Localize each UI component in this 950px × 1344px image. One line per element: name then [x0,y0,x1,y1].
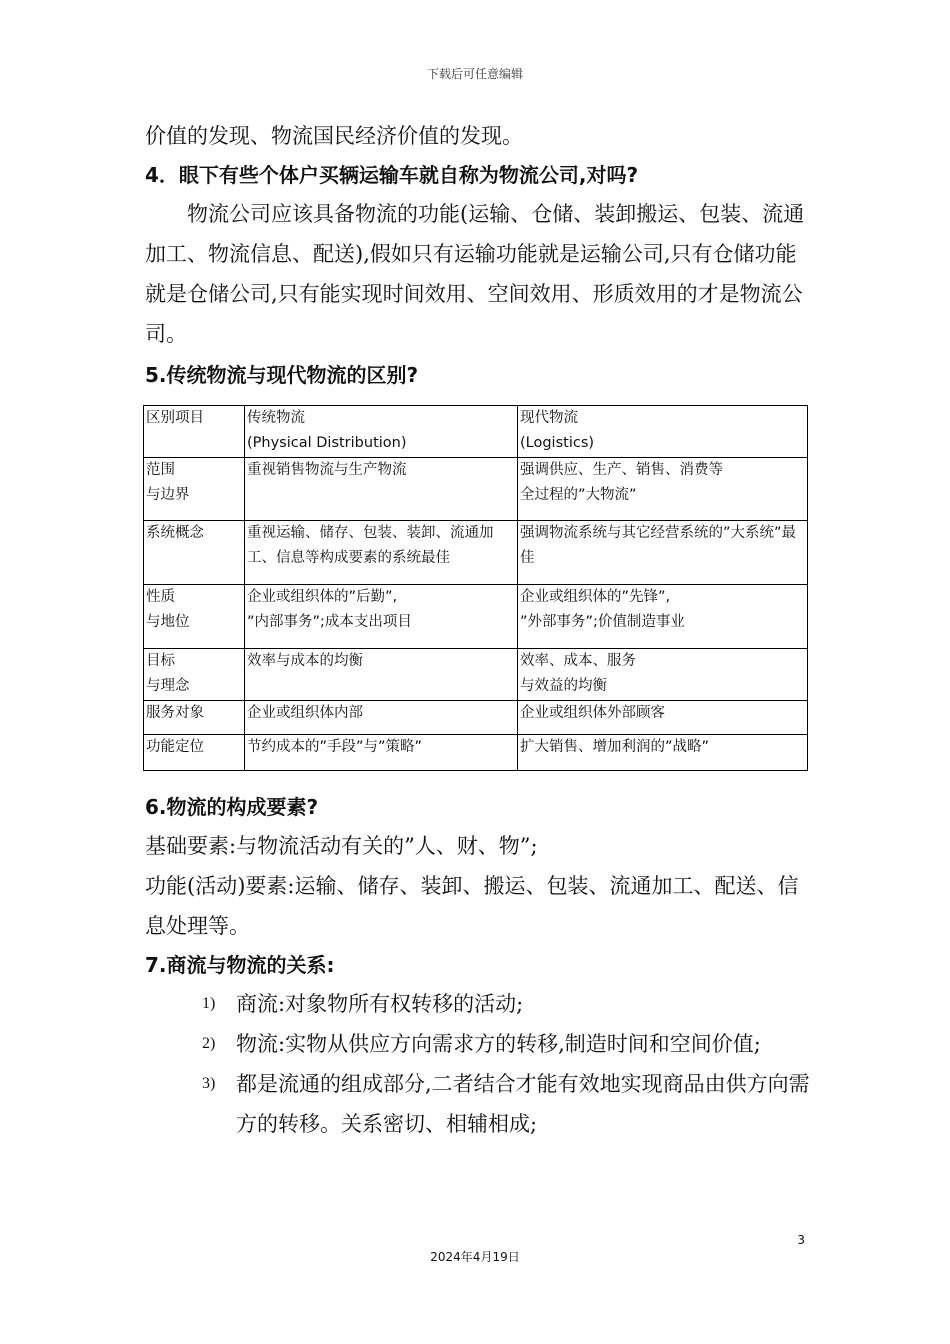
table-cell: 效率与成本的均衡 [245,649,518,701]
question-7-heading: 7.商流与物流的关系: [145,953,335,977]
list-text: 商流:对象物所有权转移的活动; [236,992,524,1016]
page-footer-date: 2024年4月19日 [430,1250,520,1264]
table-cell: 范围 与边界 [144,458,245,521]
table-cell: 企业或组织体外部顾客 [518,701,808,735]
list-number: 3) [202,1075,216,1092]
table-row [144,649,808,701]
table-header-cell: 区别项目 [144,406,245,458]
table-header-cell: 现代物流 (Logistics) [518,406,808,458]
table-cell: 功能定位 [144,735,245,771]
list-number: 1) [202,995,216,1012]
list-item [145,1024,810,1064]
table-header-cell: 传统物流 (Physical Distribution) [245,406,518,458]
table-row [144,585,808,649]
table-cell: 企业或组织体内部 [245,701,518,735]
table-row [144,521,808,585]
table-cell: 节约成本的”手段”与”策略” [245,735,518,771]
question-6-heading: 6.物流的构成要素? [145,795,319,819]
list-text: 都是流通的组成部分,二者结合才能有效地实现商品由供方向需方的转移。关系密切、相辅相成; [236,1072,810,1136]
document-body-bottom [145,788,810,1144]
question-4-answer: 物流公司应该具备物流的功能(运输、仓储、装卸搬运、包装、流通加工、物流信息、配送),假如只有运输功能就是运输公司,只有仓储功能就是仓储公司,只有能实现时间效用、空间效用、形质效用的才是物流公司。 [145,202,805,346]
table-cell: 企业或组织体的”后勤”, ”内部事务”;成本支出项目 [245,585,518,649]
question-5-heading: 5.传统物流与现代物流的区别? [145,363,419,387]
page-header: 下载后可任意编辑 [426,67,523,81]
page-number: 3 [797,1233,805,1247]
question-6-answer-1: 基础要素:与物流活动有关的”人、财、物”; [145,834,538,858]
question-4-heading: 4．眼下有些个体户买辆运输车就自称为物流公司,对吗? [145,163,639,187]
comparison-table [143,405,808,771]
list-item [145,1064,810,1144]
table-cell: 企业或组织体的”先锋”, ”外部事务”;价值制造事业 [518,585,808,649]
table-row [144,701,808,735]
list-text: 物流:实物从供应方向需求方的转移,制造时间和空间价值; [236,1032,761,1056]
table-cell: 重视运输、储存、包装、装卸、流通加工、信息等构成要素的系统最佳 [245,521,518,585]
table-row [144,458,808,521]
list-item [145,984,810,1024]
paragraph-continuation: 价值的发现、物流国民经济价值的发现。 [145,124,523,148]
table-cell: 扩大销售、增加利润的”战略” [518,735,808,771]
question-6-answer-2: 功能(活动)要素:运输、储存、装卸、搬运、包装、流通加工、配送、信息处理等。 [145,874,799,938]
table-cell: 重视销售物流与生产物流 [245,458,518,521]
table-cell: 强调物流系统与其它经营系统的”大系统”最佳 [518,521,808,585]
table-cell: 强调供应、生产、销售、消费等 全过程的”大物流” [518,458,808,521]
table-cell: 目标 与理念 [144,649,245,701]
table-cell: 系统概念 [144,521,245,585]
table-cell: 效率、成本、服务 与效益的均衡 [518,649,808,701]
list-number: 2) [202,1035,216,1052]
table-row [144,735,808,771]
table-cell: 性质 与地位 [144,585,245,649]
document-body-top [145,116,810,394]
table-cell: 服务对象 [144,701,245,735]
table-header-row [144,406,808,458]
